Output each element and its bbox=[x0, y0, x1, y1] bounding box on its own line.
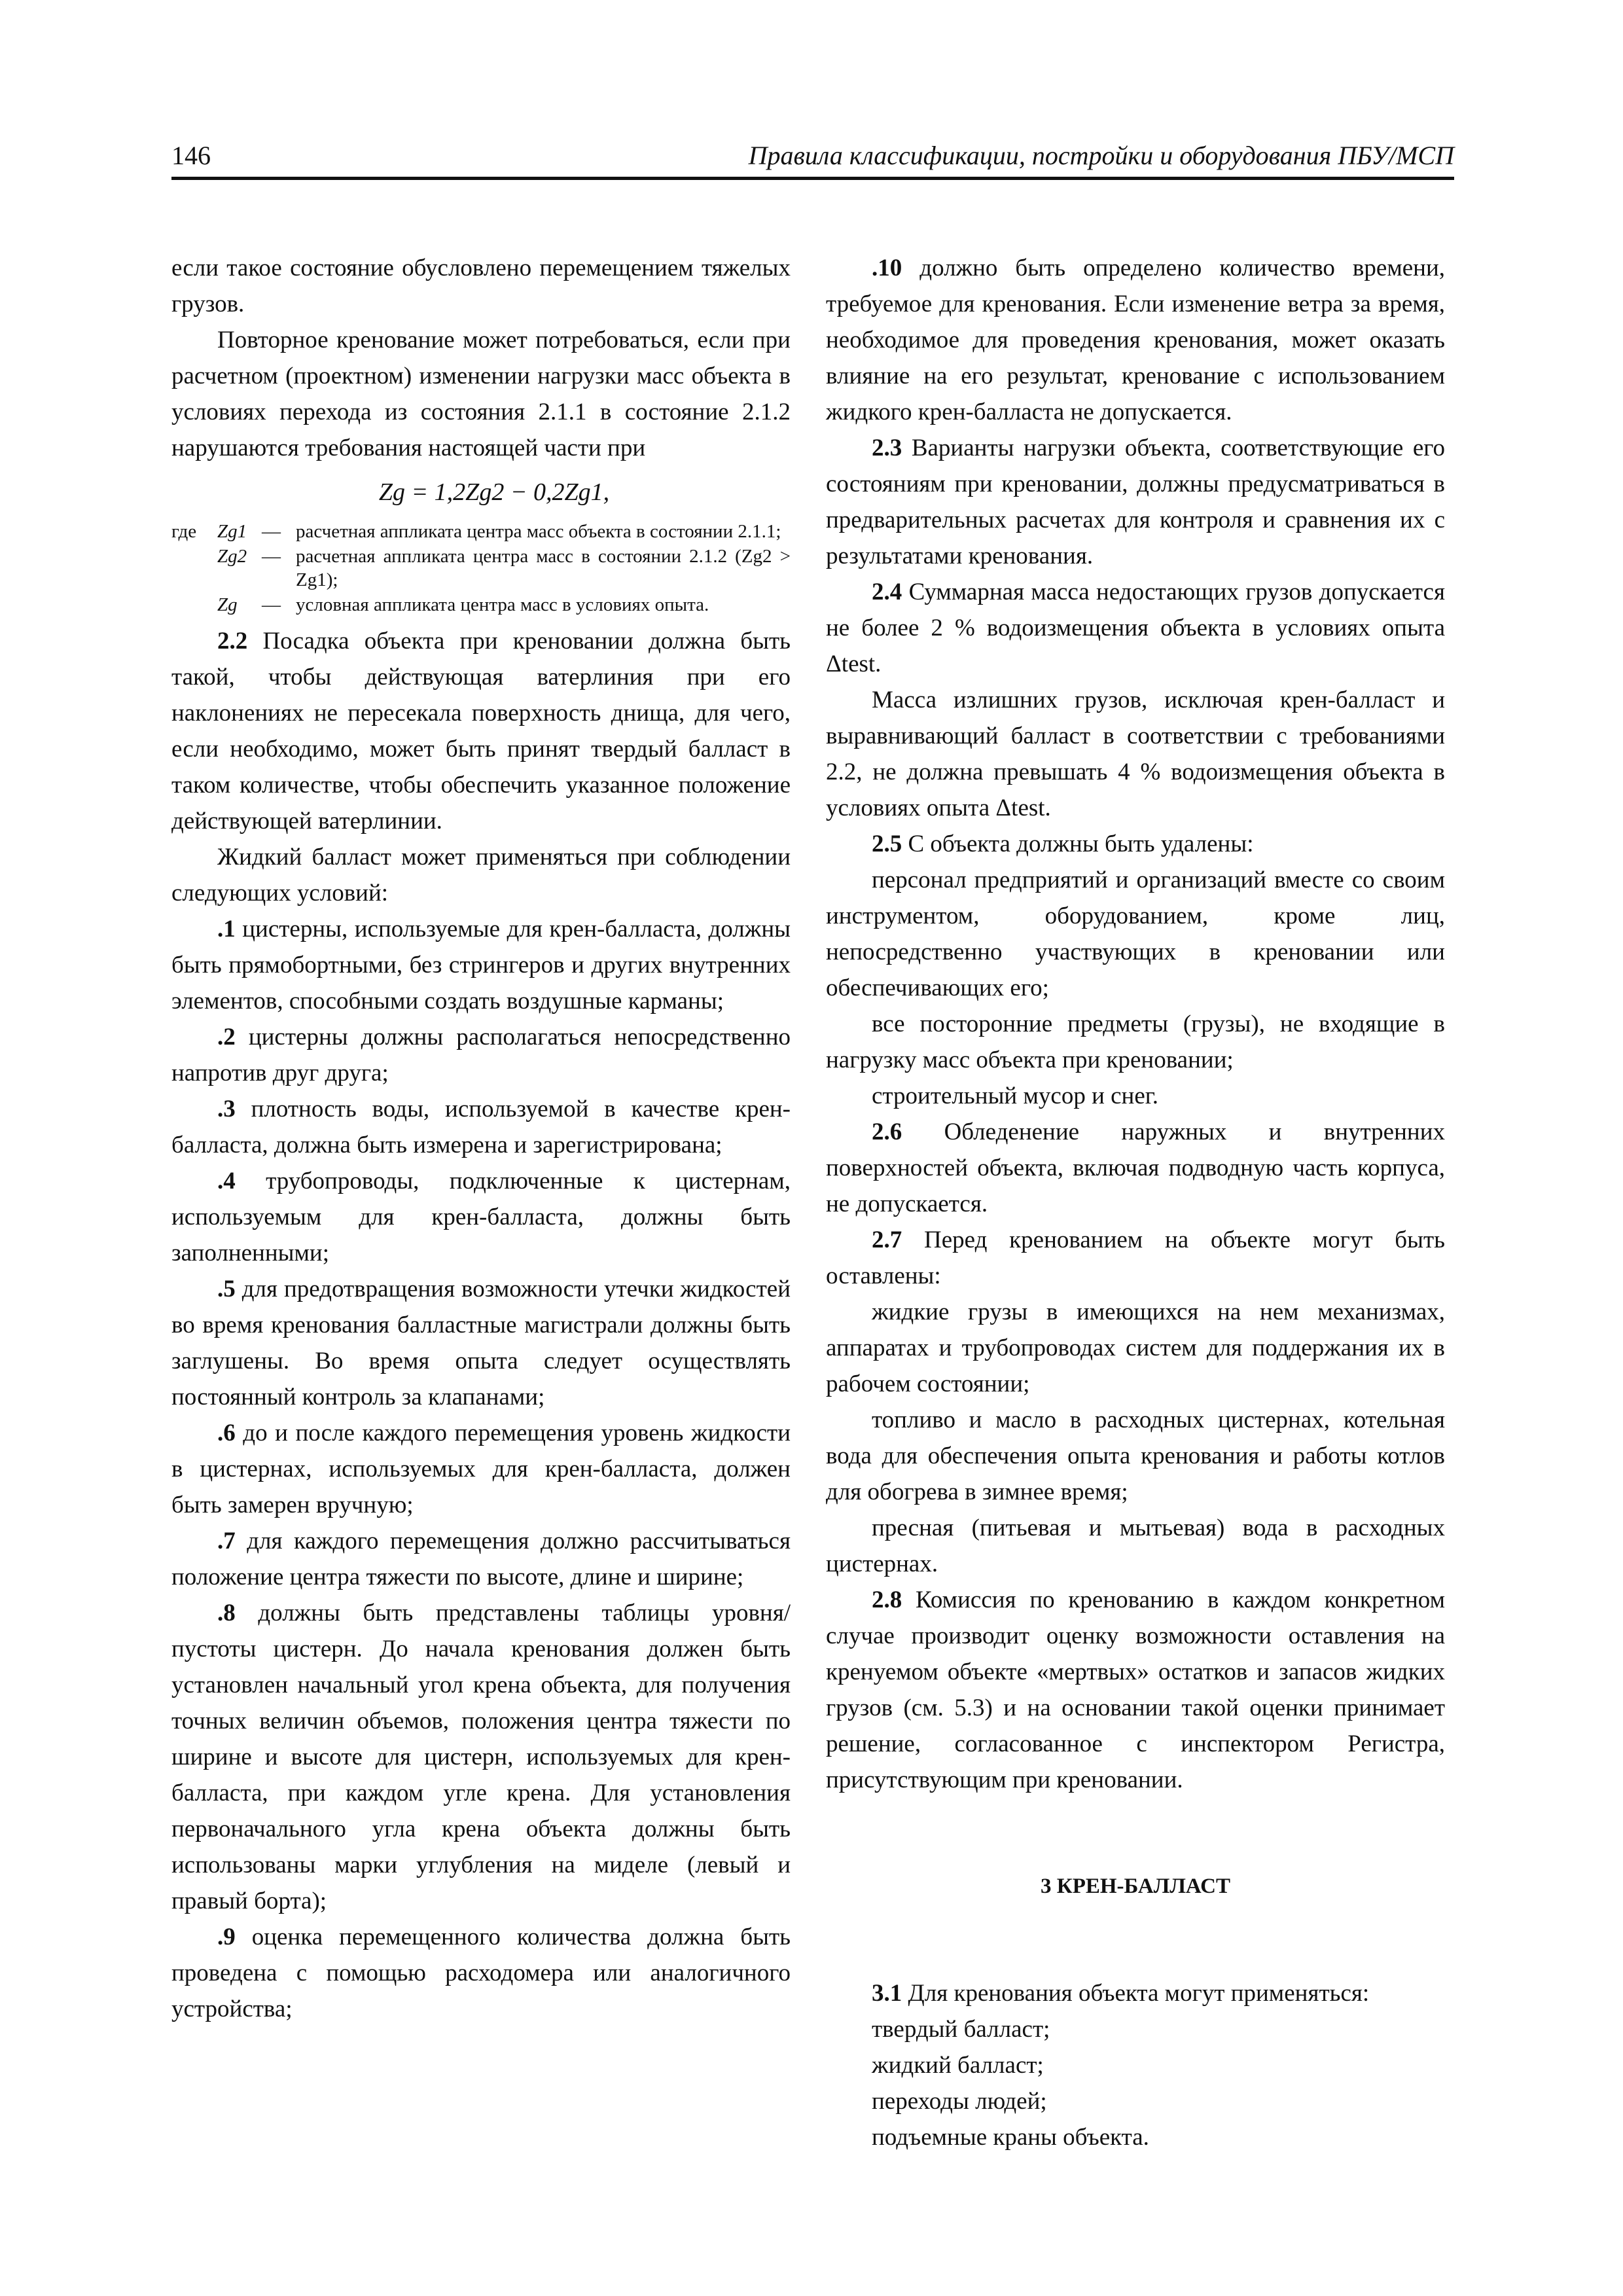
section-text: Для кренования объекта могут применяться: bbox=[908, 1980, 1370, 2007]
definition-text: расчетная аппликата центра масс объекта в состоянии 2.1.1; bbox=[296, 521, 781, 542]
list-item bbox=[171, 1091, 791, 1163]
list-item: подъемные краны объекта. bbox=[872, 2124, 1149, 2151]
left-column bbox=[171, 250, 791, 2027]
item-number: .7 bbox=[217, 1528, 236, 1554]
section-text: Обледенение наружных и внутренних поверхностей объекта, включая подводную часть корпуса, не допускается. bbox=[826, 1119, 1445, 1217]
paragraph: Повторное кренование может потребоваться, если при расчетном (проектном) изменении нагрузки масс объекта в условиях перехода из состояния 2.1.1 в состояние 2.1.2 нарушаются требования настоящей части при bbox=[171, 327, 791, 461]
definition-row bbox=[171, 545, 791, 592]
list-item bbox=[171, 1019, 791, 1091]
list-item: топливо и масло в расходных цистернах, котельная вода для обеспечения опыта кренования и работы котлов для обогрева в зимнее время; bbox=[826, 1407, 1445, 1505]
item-text: плотность воды, используемой в качестве крен-балласта, должна быть измерена и зарегистрирована; bbox=[171, 1096, 791, 1158]
list-item bbox=[171, 1415, 791, 1523]
definition-prefix bbox=[171, 593, 217, 617]
item-text: для каждого перемещения должно рассчитываться положение центра тяжести по высоте, длине и ширине; bbox=[171, 1528, 791, 1590]
section-text: Посадка объекта при креновании должна быть такой, чтобы действующая ватерлиния при его наклонениях не пересекала поверхность днища, для чего, если необходимо, может быть принят твердый балласт в таком количестве, чтобы обеспечить указанное положение действующей ватерлинии. bbox=[171, 628, 791, 834]
list-item bbox=[171, 1271, 791, 1415]
section-number: 2.4 bbox=[872, 579, 902, 605]
item-number: .5 bbox=[217, 1276, 236, 1302]
item-number: .10 bbox=[872, 255, 902, 281]
list-item bbox=[171, 1595, 791, 1919]
item-text: цистерны, используемые для крен-балласта, должны быть прямобортными, без стрингеров и других внутренних элементов, способными создать воздушные карманы; bbox=[171, 916, 791, 1014]
item-number: .8 bbox=[217, 1600, 236, 1626]
definition-symbol: Zg1 bbox=[217, 521, 247, 542]
list-item: переходы людей; bbox=[872, 2088, 1047, 2115]
section-2-4 bbox=[826, 574, 1445, 682]
section-text: Комиссия по кренованию в каждом конкретном случае производит оценку возможности оставления на кренуемом объекте «мертвых» остатков и запасов жидких грузов (см. 5.3) и на основании такой оценки принимает решение, согласованное с инспектором Регистра, присутствующим при креновании. bbox=[826, 1587, 1446, 1793]
item-text: для предотвращения возможности утечки жидкостей во время кренования балластные магистрали должны быть заглушены. Во время опыта следует осуществлять постоянный контроль за клапанами; bbox=[171, 1276, 791, 1410]
section-number: 2.8 bbox=[872, 1587, 902, 1613]
list-item: все посторонние предметы (грузы), не входящие в нагрузку масс объекта при креновании; bbox=[826, 1011, 1445, 1073]
definition-dash: — bbox=[262, 594, 281, 615]
page-number: 146 bbox=[171, 141, 211, 170]
header-rule bbox=[171, 177, 1454, 180]
list-item: твердый балласт; bbox=[872, 2016, 1050, 2043]
definition-prefix bbox=[171, 545, 217, 592]
section-2-5 bbox=[826, 826, 1445, 862]
item-text: оценка перемещенного количества должна быть проведена с помощью расходомера или аналогичного устройства; bbox=[171, 1924, 791, 2022]
list-item bbox=[171, 1163, 791, 1271]
list-item bbox=[171, 1919, 791, 2027]
item-text: цистерны должны располагаться непосредственно напротив друг друга; bbox=[171, 1024, 791, 1086]
section-text: С объекта должны быть удалены: bbox=[908, 831, 1254, 857]
list-item bbox=[171, 911, 791, 1019]
section-number: 2.6 bbox=[872, 1119, 902, 1145]
section-3-1 bbox=[826, 1975, 1445, 2011]
definition-row bbox=[171, 520, 791, 543]
paragraph: если такое состояние обусловлено перемещением тяжелых грузов. bbox=[171, 255, 791, 317]
item-number: .9 bbox=[217, 1924, 236, 1950]
section-2-2 bbox=[171, 623, 791, 839]
running-title: Правила классификации, постройки и оборудования ПБУ/МСП bbox=[748, 141, 1454, 170]
section-text: Суммарная масса недостающих грузов допускается не более 2 % водоизмещения объекта в условиях опыта Δtest. bbox=[826, 579, 1445, 677]
item-number: .1 bbox=[217, 916, 236, 942]
symbol-definitions bbox=[171, 520, 791, 617]
section-text: Перед кренованием на объекте могут быть оставлены: bbox=[826, 1227, 1445, 1289]
definition-symbol: Zg2 bbox=[217, 546, 247, 567]
list-item: персонал предприятий и организаций вместе со своим инструментом, оборудованием, кроме лиц, непосредственно участвующих в креновании или обеспечивающих его; bbox=[826, 867, 1445, 1001]
formula-text: Zg = 1,2Zg2 − 0,2Zg1, bbox=[378, 478, 610, 506]
list-item: жидкий балласт; bbox=[872, 2052, 1044, 2079]
right-column bbox=[826, 250, 1445, 2155]
paragraph: Масса излишних грузов, исключая крен-балласт и выравнивающий балласт в соответствии с требованиями 2.2, не должна превышать 4 % водоизмещения объекта в условиях опыта Δtest. bbox=[826, 687, 1445, 821]
item-number: .6 bbox=[217, 1420, 236, 1446]
section-2-3 bbox=[826, 430, 1445, 574]
definition-text: расчетная аппликата центра масс в состоянии 2.1.2 (Zg2 > Zg1); bbox=[296, 546, 791, 590]
section-number: 2.5 bbox=[872, 831, 902, 857]
item-text: трубопроводы, подключенные к цистернам, используемым для крен-балласта, должны быть заполненными; bbox=[171, 1168, 791, 1266]
section-2-8 bbox=[826, 1582, 1445, 1798]
list-item bbox=[171, 1523, 791, 1595]
section-number: 2.3 bbox=[872, 435, 902, 461]
section-2-7 bbox=[826, 1222, 1445, 1294]
list-item: строительный мусор и снег. bbox=[872, 1083, 1159, 1109]
item-number: .4 bbox=[217, 1168, 236, 1194]
definition-text: условная аппликата центра масс в условиях опыта. bbox=[296, 594, 709, 615]
list-item: пресная (питьевая и мытьевая) вода в расходных цистернах. bbox=[826, 1515, 1445, 1577]
item-number: .3 bbox=[217, 1096, 236, 1122]
item-text: должно быть определено количество времени, требуемое для кренования. Если изменение ветра за время, необходимое для проведения кренования, может оказать влияние на его результат, кренование с использованием жидкого крен-балласта не допускается. bbox=[826, 255, 1446, 425]
section-number: 2.7 bbox=[872, 1227, 902, 1253]
item-text: до и после каждого перемещения уровень жидкости в цистернах, используемых для крен-балласта, должен быть замерен вручную; bbox=[171, 1420, 791, 1518]
definition-row bbox=[171, 593, 791, 617]
definition-dash: — bbox=[262, 521, 281, 542]
item-number: .2 bbox=[217, 1024, 236, 1050]
list-item: жидкие грузы в имеющихся на нем механизмах, аппаратах и трубопроводах систем для поддержания их в рабочем состоянии; bbox=[826, 1299, 1445, 1397]
page-header bbox=[171, 137, 1454, 179]
list-item bbox=[826, 250, 1445, 430]
definition-symbol: Zg bbox=[217, 594, 238, 615]
section-heading: 3 КРЕН-БАЛЛАСТ bbox=[1041, 1874, 1230, 1898]
section-number: 3.1 bbox=[872, 1980, 902, 2007]
section-number: 2.2 bbox=[217, 628, 248, 655]
paragraph: Жидкий балласт может применяться при соблюдении следующих условий: bbox=[171, 844, 791, 906]
section-text: Варианты нагрузки объекта, соответствующие его состояниям при креновании, должны предусматриваться в предварительных расчетах для контроля и сравнения их с результатами кренования. bbox=[826, 435, 1445, 569]
formula bbox=[171, 469, 791, 516]
item-text: должны быть представлены таблицы уровня/пустоты цистерн. До начала кренования должен быть установлен начальный угол крена объекта, для получения точных величин объемов, положения центра тяжести по ширине и высоте для цистерн, используемых для крен-балласта, при каждом угле крена. Для установления первоначального угла крена объекта должны быть использованы марки углубления на миделе (левый и правый борта); bbox=[171, 1600, 791, 1914]
section-2-6 bbox=[826, 1114, 1445, 1222]
definition-dash: — bbox=[262, 546, 281, 567]
definition-prefix: где bbox=[171, 521, 197, 542]
